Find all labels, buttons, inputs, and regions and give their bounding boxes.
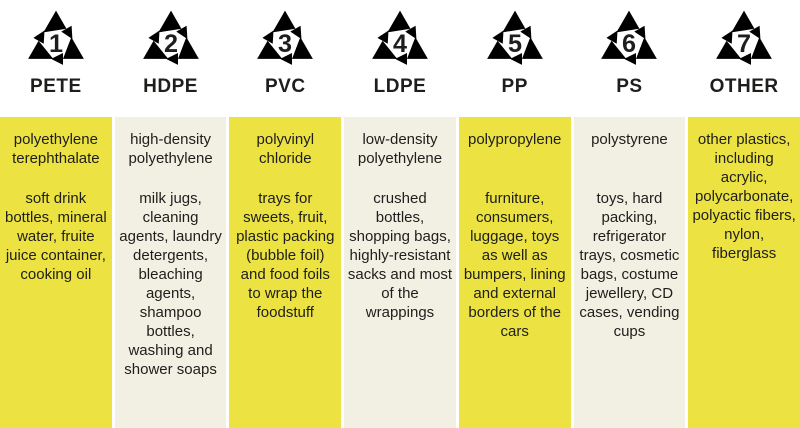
resin-code-number: 4: [392, 29, 407, 58]
typical-uses: toys, hard packing, refrigerator trays, cosmetic bags, costume jewellery, CD cases, vending cups: [579, 190, 680, 340]
description-box: [344, 117, 456, 428]
description-box: [115, 117, 227, 428]
plastic-code-label: OTHER: [709, 76, 779, 97]
description-box: [229, 117, 341, 428]
recycling-arrows-triangle-icon: [587, 5, 671, 75]
description-box: [688, 117, 800, 428]
chemical-name: polystyrene: [591, 131, 668, 148]
description-box: [0, 117, 112, 428]
column-header: [459, 0, 571, 117]
resin-code-number: 6: [622, 29, 637, 58]
description-box: [459, 117, 571, 428]
resin-code-number: 7: [737, 29, 752, 58]
description-box: [574, 117, 686, 428]
chemical-name: other plastics, including acrylic, polycarbonate, polyactic fibers, nylon, fiberglass: [692, 131, 796, 262]
recycling-arrows-triangle-icon: [14, 5, 98, 75]
plastic-code-label: LDPE: [373, 76, 427, 97]
column-ldpe: [344, 0, 456, 428]
chemical-name: high-density polyethylene: [128, 131, 213, 167]
resin-code-number: 5: [507, 29, 522, 58]
recycling-arrows-triangle-icon: [129, 5, 213, 75]
column-header: [574, 0, 686, 117]
typical-uses: milk jugs, cleaning agents, laundry detergents, bleaching agents, shampoo bottles, washing and shower soaps: [119, 190, 222, 378]
recycling-arrows-triangle-icon: [702, 5, 786, 75]
plastic-code-label: HDPE: [143, 76, 198, 97]
recycling-arrows-triangle-icon: [243, 5, 327, 75]
typical-uses: crushed bottles, shopping bags, highly-resistant sacks and most of the wrappings: [347, 190, 453, 321]
column-header: [0, 0, 112, 117]
chemical-name: low-density polyethylene: [357, 131, 443, 167]
column-pvc: [229, 0, 341, 428]
recycling-arrows-triangle-icon: [358, 5, 442, 75]
chemical-name: polyethylene terephthalate: [12, 131, 100, 167]
plastic-code-label: PETE: [30, 76, 82, 97]
column-ps: [574, 0, 686, 428]
resin-code-number: 3: [278, 29, 293, 58]
column-header: [344, 0, 456, 117]
typical-uses: trays for sweets, fruit, plastic packing (bubble foil) and food foils to wrap the foodstuff: [236, 190, 335, 321]
column-pp: [459, 0, 571, 428]
column-header: [688, 0, 800, 117]
column-header: [115, 0, 227, 117]
column-header: [229, 0, 341, 117]
plastic-code-label: PP: [501, 76, 528, 97]
recycling-arrows-triangle-icon: [473, 5, 557, 75]
column-hdpe: [115, 0, 227, 428]
column-other: [688, 0, 800, 428]
typical-uses: furniture, consumers, luggage, toys as well as bumpers, lining and external borders of the cars: [463, 190, 566, 340]
chemical-name: polyvinyl chloride: [256, 131, 315, 167]
typical-uses: soft drink bottles, mineral water, fruite juice container, cooking oil: [4, 190, 107, 283]
resin-code-number: 1: [48, 29, 63, 58]
plastic-code-label: PS: [616, 76, 643, 97]
column-pete: [0, 0, 112, 428]
chemical-name: polypropylene: [468, 131, 562, 148]
plastic-code-label: PVC: [264, 76, 306, 97]
resin-code-number: 2: [163, 29, 178, 58]
